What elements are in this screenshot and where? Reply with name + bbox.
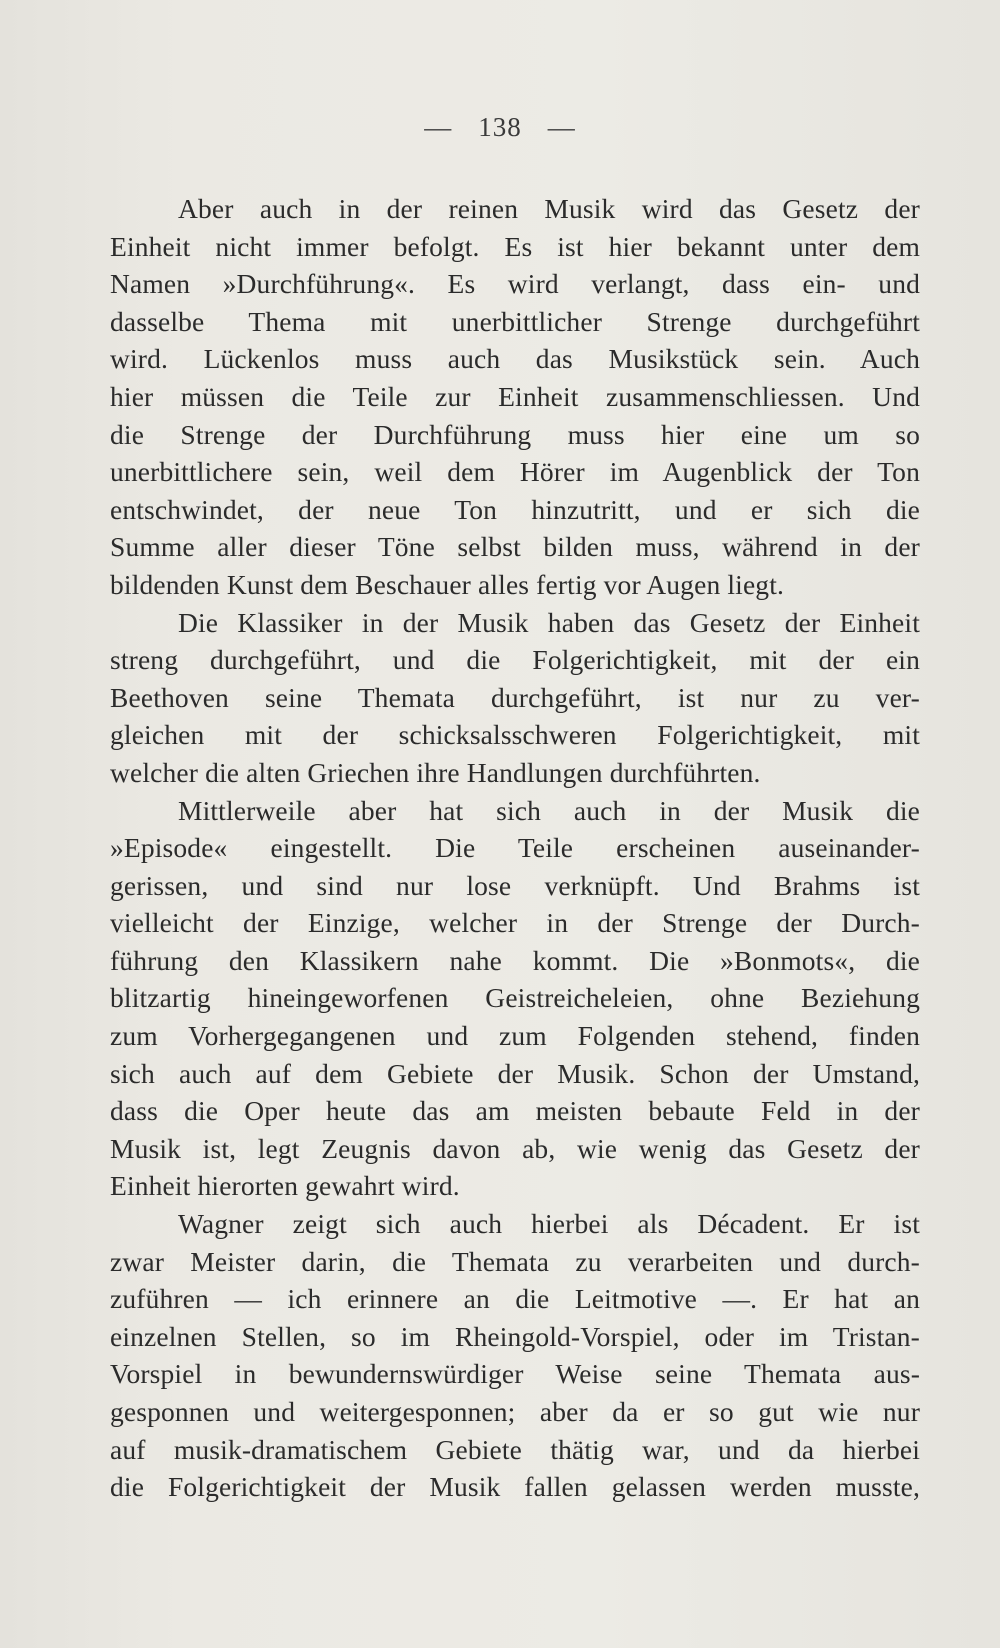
text-line: zuführen — ich erinnere an die Leitmotive —. Er hat an [110,1283,920,1315]
text-line: Die Klassiker in der Musik haben das Gesetz der Einheit [178,606,920,638]
text-line: Summe aller dieser Töne selbst bilden muss, während in der [110,531,920,563]
text-line: Einheit hierorten gewahrt wird. [110,1170,460,1202]
text-line: Einheit nicht immer befolgt. Es ist hier bekannt unter dem [110,230,920,262]
text-line: Musik ist, legt Zeugnis davon ab, wie wenig das Gesetz der [110,1132,920,1164]
text-line: führung den Klassikern nahe kommt. Die »Bonmots«, die [110,944,920,976]
text-line: streng durchgeführt, und die Folgerichtigkeit, mit der ein [110,644,920,676]
page-number-dash-right: — [547,112,576,142]
text-line: gleichen mit der schicksalsschweren Folgerichtigkeit, mit [110,719,920,751]
text-line: wird. Lückenlos muss auch das Musikstück sein. Auch [110,343,920,375]
text-line: Namen »Durchführung«. Es wird verlangt, dass ein- und [110,268,920,300]
text-line: »Episode« eingestellt. Die Teile erscheinen auseinander- [110,832,920,864]
text-line: blitzartig hineingeworfenen Geistreicheleien, ohne Beziehung [110,982,920,1014]
text-line: sich auch auf dem Gebiete der Musik. Schon der Umstand, [110,1057,920,1089]
body-text [110,190,920,1506]
text-line: dasselbe Thema mit unerbittlicher Strenge durchgeführt [110,305,920,337]
text-line: Beethoven seine Themata durchgeführt, ist nur zu ver- [110,681,920,713]
text-line: entschwindet, der neue Ton hinzutritt, und er sich die [110,493,920,525]
text-line: die Folgerichtigkeit der Musik fallen gelassen werden musste, [110,1471,920,1503]
text-line: unerbittlichere sein, weil dem Hörer im Augenblick der Ton [110,456,920,488]
text-line: dass die Oper heute das am meisten bebaute Feld in der [110,1095,920,1127]
page-number-dash-left: — [424,112,453,142]
text-line: die Strenge der Durchführung muss hier eine um so [110,418,920,450]
text-line: Mittlerweile aber hat sich auch in der Musik die [178,794,920,826]
text-line: hier müssen die Teile zur Einheit zusammenschliessen. Und [110,380,920,412]
text-line: Wagner zeigt sich auch hierbei als Décadent. Er ist [178,1208,920,1240]
text-line: einzelnen Stellen, so im Rheingold-Vorspiel, oder im Tristan- [110,1320,920,1352]
text-line: Aber auch in der reinen Musik wird das Gesetz der [178,193,920,224]
text-line: gesponnen und weitergesponnen; aber da er so gut wie nur [110,1396,920,1427]
text-line: bildenden Kunst dem Beschauer alles fertig vor Augen liegt. [110,568,785,600]
text-line: welcher die alten Griechen ihre Handlungen durchführten. [110,756,761,788]
text-line: zum Vorhergegangenen und zum Folgenden stehend, finden [110,1020,920,1052]
text-line: zwar Meister darin, die Themata zu verarbeiten und durch- [110,1245,920,1277]
text-line: gerissen, und sind nur lose verknüpft. Und Brahms ist [110,869,920,901]
page-number-header [0,112,1000,143]
text-line: Vorspiel in bewundernswürdiger Weise seine Themata aus- [110,1358,920,1390]
text-line: vielleicht der Einzige, welcher in der Strenge der Durch- [110,907,920,939]
page-number: 138 [478,112,522,142]
text-line: auf musik-dramatischem Gebiete thätig war, und da hierbei [110,1433,920,1465]
